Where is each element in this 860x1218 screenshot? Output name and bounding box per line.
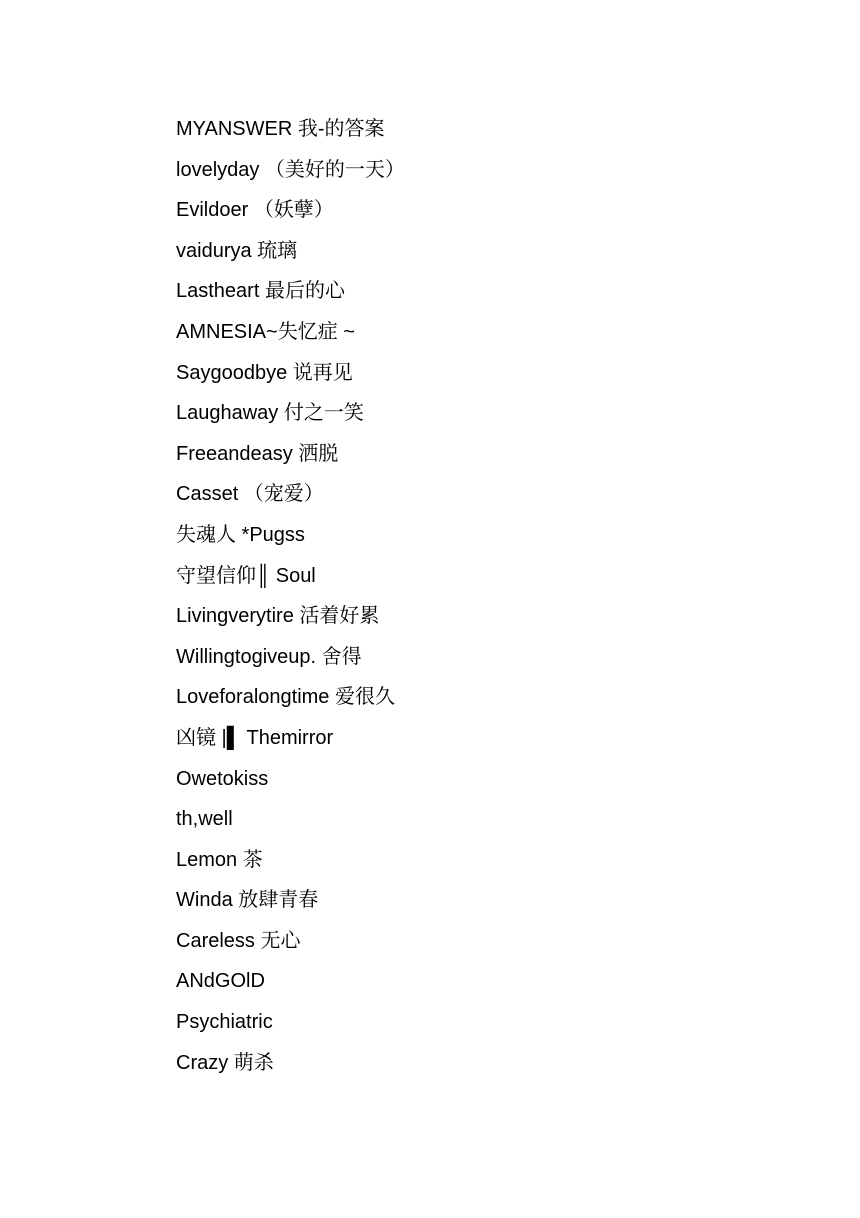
list-item: MYANSWER 我-的答案 [176,118,385,140]
list-item: Psychiatric [176,1011,273,1034]
list-item: 失魂人 *Pugss [176,523,305,546]
list-item: Crazy 萌杀 [176,1051,274,1074]
list-item: Owetokiss [176,767,269,790]
list-item: Winda 放肆青春 [176,889,319,912]
list-item: Casset （宠爱） [176,483,324,506]
list-item: ANdGOlD [176,970,265,993]
list-item: Freeandeasy 洒脱 [176,442,339,465]
list-item: Laughaway 付之一笑 [176,402,364,425]
list-item: Evildoer （妖孽） [176,199,334,222]
entry-list [176,114,405,1088]
list-item: Livingverytire 活着好累 [176,605,380,628]
list-item: Careless 无心 [176,929,301,952]
list-item: Willingtogiveup. 舍得 [176,645,362,668]
list-item: AMNESIA~失忆症 ~ [176,320,355,343]
list-item: vaidurya 琉璃 [176,239,298,262]
list-item: Loveforalongtime 爱很久 [176,686,395,709]
list-item: Lemon 茶 [176,848,263,871]
list-item: Saygoodbye 说再见 [176,361,353,384]
list-item: 凶镜 |▌ Themirror [176,726,334,749]
list-item: th,well [176,808,233,831]
list-item: 守望信仰║ Soul [176,564,316,587]
list-item: lovelyday （美好的一天） [176,158,405,181]
list-item: Lastheart 最后的心 [176,280,345,303]
